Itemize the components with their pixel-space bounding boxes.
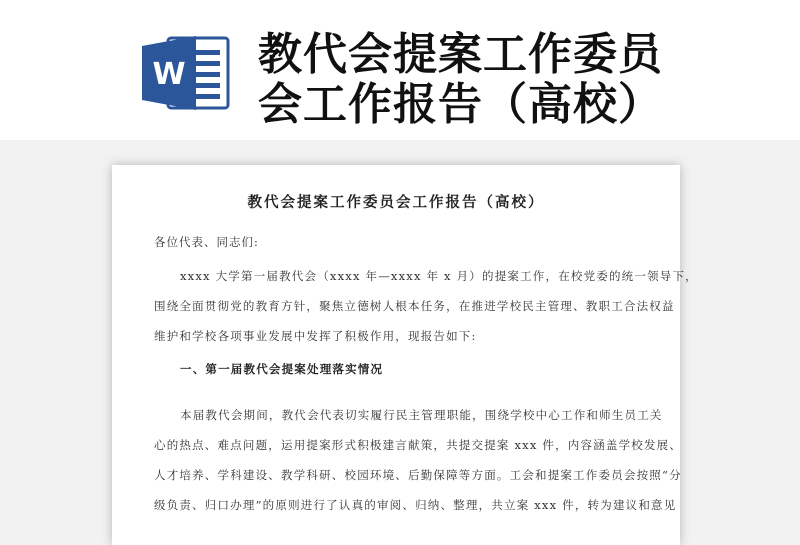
section-heading: 一、第一届教代会提案处理落实情况: [180, 362, 384, 376]
page-title-line2: 会工作报告（高校）: [258, 79, 663, 130]
paragraph-line: 人才培养、学科建设、教学科研、校园环境、后勤保障等方面。工会和提案工作委员会按照“分: [154, 468, 682, 482]
document-page: [112, 165, 698, 545]
paragraph-intro: [154, 261, 698, 351]
paragraph-line: 围绕全面贯彻党的教育方针，聚焦立德树人根本任务，在推进学校民主管理、教职工合法权益: [154, 299, 675, 313]
paragraph-line: 本届教代会期间，教代会代表切实履行民主管理职能，围绕学校中心工作和师生员工关: [180, 408, 663, 422]
word-app-icon: [140, 34, 232, 112]
paragraph-line: 级负责、归口办理”的原则进行了认真的审阅、归纳、整理，共立案 xxx 件，转为建议和意见: [154, 498, 677, 512]
document-title: 教代会提案工作委员会工作报告（高校）: [247, 194, 545, 211]
page-title: [258, 30, 778, 130]
word-logo-letter: W: [152, 57, 186, 92]
paragraph-line: 维护和学校各项事业发展中发挥了积极作用，现报告如下:: [154, 329, 477, 343]
paragraph-section1: [154, 400, 683, 520]
paragraph-line: 心的热点、难点问题，运用提案形式积极建言献策，共提交提案 xxx 件，内容涵盖学校发展、: [154, 438, 683, 452]
paragraph-line: xxxx 大学第一届教代会（xxxx 年—xxxx 年 x 月）的提案工作，在校党委的统一领导下，: [180, 269, 698, 283]
salutation: 各位代表、同志们:: [154, 235, 259, 249]
page-title-line1: 教代会提案工作委员: [258, 29, 663, 80]
banner-header: [0, 0, 800, 140]
